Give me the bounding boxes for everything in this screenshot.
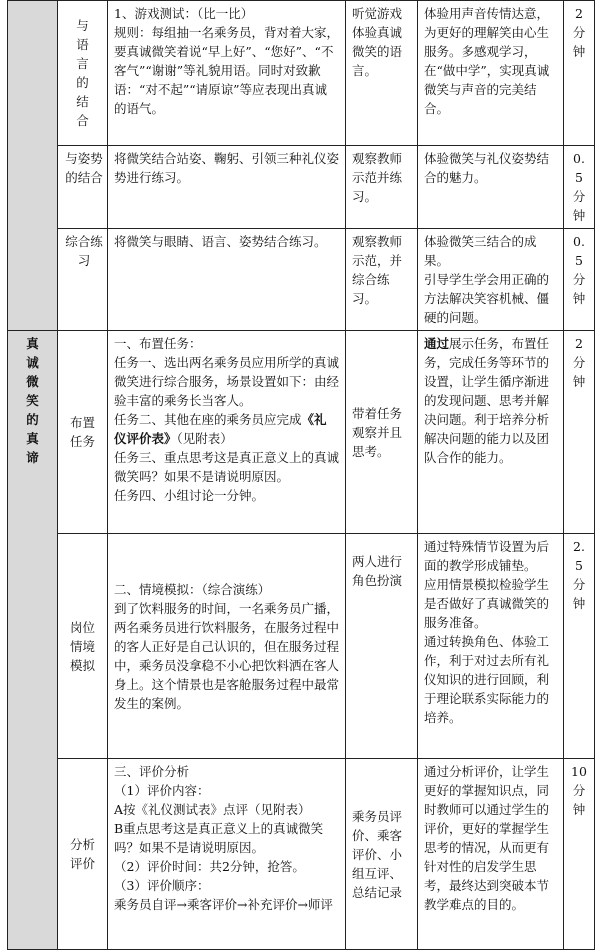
time-unit: 分 xyxy=(572,189,586,204)
time-cell xyxy=(564,534,595,759)
content-line: B重点思考这是真正意义上的真诚微笑吗？如果不是请说明原因。 xyxy=(114,821,324,855)
time-unit: 钟 xyxy=(572,374,586,389)
table-row xyxy=(8,759,595,950)
time-value: 0.5 xyxy=(573,151,585,185)
time-value: 2 xyxy=(575,336,583,351)
time-cell xyxy=(564,331,595,534)
time-cell xyxy=(564,229,595,331)
subsection-label: 分析评价 xyxy=(69,837,95,871)
intent-text: 体验微笑与礼仪姿势结合的魅力。 xyxy=(424,151,550,185)
activity-cell xyxy=(346,534,418,759)
intent-text: 通过特殊情节设置为后面的教学形成铺垫。 xyxy=(424,539,550,573)
activity-text: 听觉游戏体验真诚微笑的语言。 xyxy=(352,6,403,78)
content-line: （见附表） xyxy=(176,431,233,446)
content-line: 三、评价分析 xyxy=(114,764,190,779)
subsection-cell xyxy=(58,759,108,950)
time-unit: 钟 xyxy=(572,596,586,611)
table-row xyxy=(8,534,595,759)
intent-text-bold: 通过 xyxy=(424,336,450,351)
table-row xyxy=(8,146,595,229)
subsection-label: 综合练习 xyxy=(65,234,103,268)
content-line: （3）评价顺序： xyxy=(114,878,210,893)
table-row xyxy=(8,331,595,534)
intent-text: 体验用声音传情达意，为更好的理解笑由心生服务。多感观学习，在“做中学”，实现真诚微笑与声音的完美结合。 xyxy=(424,6,550,116)
subsection-label: 岗位情境模拟 xyxy=(69,619,95,673)
intent-text: 引导学生学会用正确的方法解决笑容机械、僵硬的问题。 xyxy=(424,272,550,325)
intent-cell xyxy=(418,534,564,759)
time-value: 2 xyxy=(575,6,583,21)
content-line: 将微笑结合站姿、鞠躬、引领三种礼仪姿势进行练习。 xyxy=(114,151,340,185)
content-line: 1、游戏测试：（比一比） xyxy=(114,6,254,21)
subsection-label: 与语言的结合 xyxy=(76,18,89,128)
subsection-cell xyxy=(58,1,108,146)
activity-text: 两人进行角色扮演 xyxy=(352,554,403,588)
intent-cell xyxy=(418,146,564,229)
intent-text: 通过分析评价，让学生更好的掌握知识点，同时教师可以通过学生的评价，更好的掌握学生思考的情况，从而更有针对性的启发学生思考，最终达到突破本节教学难点的目的。 xyxy=(424,764,550,912)
lesson-plan-table xyxy=(7,0,595,950)
subsection-cell xyxy=(58,146,108,229)
content-cell xyxy=(108,146,346,229)
activity-cell xyxy=(346,229,418,331)
content-cell xyxy=(108,229,346,331)
content-cell xyxy=(108,534,346,759)
section-title: 真诚微笑的真谛 xyxy=(26,336,39,465)
time-unit: 钟 xyxy=(572,208,586,223)
time-unit: 分 xyxy=(572,577,586,592)
time-cell xyxy=(564,1,595,146)
content-line: 任务四、小组讨论一分钟。 xyxy=(114,488,265,503)
activity-text: 乘务员评价、乘客评价、小组互评、总结记录 xyxy=(352,808,403,900)
intent-cell xyxy=(418,229,564,331)
table-row xyxy=(8,229,595,331)
intent-text: 应用情景模拟检验学生是否做好了真诚微笑的服务准备。 xyxy=(424,577,550,630)
subsection-cell xyxy=(58,229,108,331)
subsection-cell xyxy=(58,534,108,759)
content-line: 到了饮料服务的时间，一名乘务员广播，两名乘务员进行饮料服务，在服务过程中的客人正好是自己认识的，但在服务过程中，乘务员没拿稳不小心把饮料洒在客人身上。这个情景也是客舱服务过程中最常发生的案例。 xyxy=(114,600,340,711)
activity-cell xyxy=(346,1,418,146)
evaluation-form-title: 《礼仪评价表》 xyxy=(114,412,327,446)
time-unit: 分 xyxy=(572,355,586,370)
time-unit: 分 xyxy=(572,272,586,287)
intent-cell xyxy=(418,759,564,950)
subsection-label: 与姿势的结合 xyxy=(65,151,103,185)
time-unit: 钟 xyxy=(572,291,586,306)
activity-text: 观察教师示范并练习。 xyxy=(352,151,403,204)
subsection-label: 布置任务 xyxy=(69,415,95,449)
content-cell xyxy=(108,1,346,146)
content-line: 任务二、其他在座的乘务员应完成 xyxy=(114,412,302,427)
content-line: 将微笑与眼睛、语言、姿势结合练习。 xyxy=(114,234,327,249)
intent-cell xyxy=(418,331,564,534)
activity-text: 带着任务观察并且思考。 xyxy=(352,405,403,459)
time-unit: 钟 xyxy=(572,802,586,817)
time-value: 0.5 xyxy=(573,234,585,268)
time-unit: 分 xyxy=(572,25,586,40)
intent-text: 展示任务，布置任务，完成任务等环节的设置，让学生循序渐进的发现问题、思考并解决问题。利于培养分析解决问题的能力以及团队合作的能力。 xyxy=(424,336,550,465)
intent-text: 通过转换角色、体验工作，利于对过去所有礼仪知识的进行回顾，利于理论联系实际能力的培养。 xyxy=(424,634,550,725)
intent-cell xyxy=(418,1,564,146)
content-line: 一、布置任务： xyxy=(114,336,202,351)
content-line: （1）评价内容： xyxy=(114,783,210,798)
content-line: 任务一、选出两名乘务员应用所学的真诚微笑进行综合服务，场景设置如下：由经验丰富的乘务长当客人。 xyxy=(114,355,340,408)
time-cell xyxy=(564,146,595,229)
activity-text: 观察教师示范，并综合练习。 xyxy=(352,234,403,306)
table-row xyxy=(8,1,595,146)
activity-cell xyxy=(346,759,418,950)
content-cell xyxy=(108,759,346,950)
content-line: （2）评价时间：共2分钟，抢答。 xyxy=(114,859,305,874)
time-unit: 分 xyxy=(572,783,586,798)
time-cell xyxy=(564,759,595,950)
content-line: 乘务员自评→乘客评价→补充评价→师评 xyxy=(114,897,333,912)
content-cell xyxy=(108,331,346,534)
content-line: 规则：每组抽一名乘务员，背对着大家，要真诚微笑着说“早上好”、“您好”、“不客气”“谢谢”等礼貌用语。同时对致歉语：“对不起”“请原谅”等应表现出真诚的语气。 xyxy=(114,25,340,116)
subsection-cell xyxy=(58,331,108,534)
time-value: 2.5 xyxy=(573,539,585,573)
intent-text: 体验微笑三结合的成果。 xyxy=(424,234,537,268)
content-line: A按《礼仪测试表》点评（见附表） xyxy=(114,802,311,817)
content-line: 任务三、重点思考这是真正意义上的真诚微笑吗？如果不是请说明原因。 xyxy=(114,450,340,484)
activity-cell xyxy=(346,331,418,534)
previous-section-cell xyxy=(8,1,58,331)
content-line: 二、情境模拟：（综合演练） xyxy=(114,581,271,597)
time-value: 10 xyxy=(571,764,587,779)
section-title-cell xyxy=(8,331,58,950)
time-unit: 钟 xyxy=(572,44,586,59)
activity-cell xyxy=(346,146,418,229)
